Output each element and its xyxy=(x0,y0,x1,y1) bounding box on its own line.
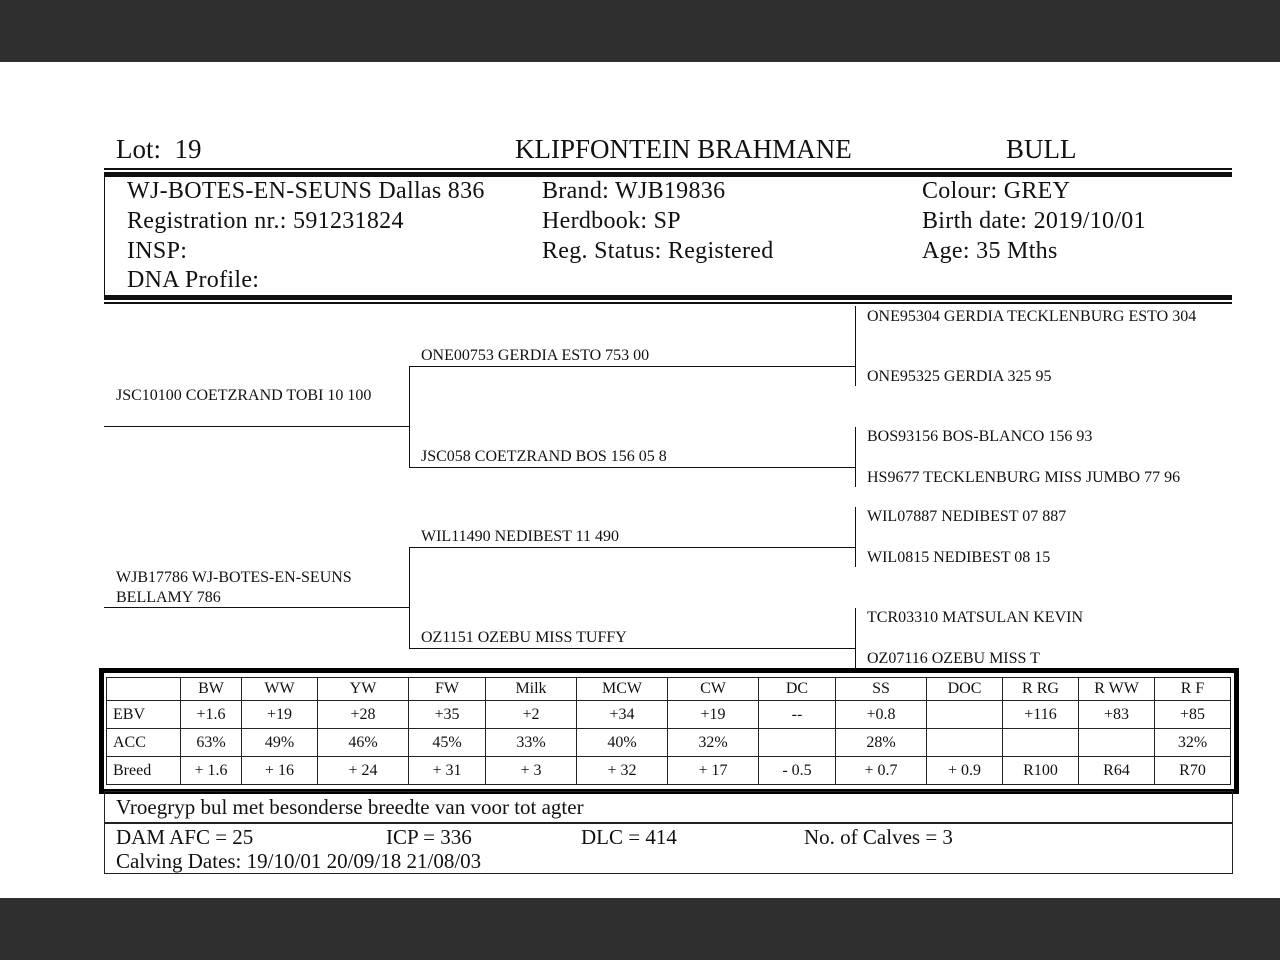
ebv-header-cell: CW xyxy=(668,678,759,701)
pedigree-dam-dam: OZ1151 OZEBU MISS TUFFY xyxy=(421,629,627,646)
ebv-header-cell xyxy=(107,678,181,701)
ebv-header-cell: R RG xyxy=(1003,678,1079,701)
icp: ICP = 336 xyxy=(386,825,472,849)
info-left-border xyxy=(104,176,105,298)
header-rule-thick xyxy=(104,172,1232,177)
age: Age: 35 Mths xyxy=(922,238,1058,264)
pedigree-ggp-6: WIL0815 NEDIBEST 08 15 xyxy=(867,549,1051,566)
info-rule-thin xyxy=(104,302,1232,304)
pedigree-ggp-7: TCR03310 MATSULAN KEVIN xyxy=(867,609,1083,626)
ebv-header-cell: YW xyxy=(318,678,409,701)
ebv-cell: +0.8 xyxy=(836,701,927,729)
acc-cell xyxy=(1079,729,1155,757)
ggp-bracket-3 xyxy=(855,507,856,567)
pedigree-ggp-2: ONE95325 GERDIA 325 95 xyxy=(867,368,1052,385)
dna-profile: DNA Profile: xyxy=(127,267,260,293)
acc-cell: 28% xyxy=(836,729,927,757)
breed-cell: R70 xyxy=(1155,757,1231,785)
insp: INSP: xyxy=(127,238,188,264)
dam-dam-line xyxy=(409,648,856,649)
pedigree-ggp-1: ONE95304 GERDIA TECKLENBURG ESTO 304 xyxy=(867,308,1197,325)
ebv-cell: +85 xyxy=(1155,701,1231,729)
acc-cell: 32% xyxy=(1155,729,1231,757)
ebv-header-cell: DOC xyxy=(927,678,1003,701)
breed-cell: R100 xyxy=(1003,757,1079,785)
acc-row-label: ACC xyxy=(107,729,181,757)
breed-cell: + 31 xyxy=(409,757,486,785)
ebv-table xyxy=(106,677,1231,785)
viewer-bottom-bar xyxy=(0,898,1280,960)
breed-cell: + 3 xyxy=(486,757,577,785)
breed-cell: + 1.6 xyxy=(181,757,242,785)
comment-text: Vroegryp bul met besonderse breedte van voor tot agter xyxy=(116,795,584,819)
dlc: DLC = 414 xyxy=(581,825,677,849)
ggp-bracket-4 xyxy=(855,608,856,668)
ggp-bracket-2 xyxy=(855,427,856,487)
pedigree-dam: WJB17786 WJ-BOTES-EN-SEUNS BELLAMY 786 xyxy=(116,569,352,606)
brand: Brand: WJB19836 xyxy=(542,178,726,204)
breeder-name: KLIPFONTEIN BRAHMANE xyxy=(515,134,852,164)
pedigree-sire-dam: JSC058 COETZRAND BOS 156 05 8 xyxy=(421,448,667,465)
pedigree-ggp-8: OZ07116 OZEBU MISS T xyxy=(867,650,1040,667)
breed-cell: + 17 xyxy=(668,757,759,785)
animal-name: WJ-BOTES-EN-SEUNS Dallas 836 xyxy=(127,178,485,204)
breed-cell: - 0.5 xyxy=(759,757,836,785)
ebv-header-cell: SS xyxy=(836,678,927,701)
ebv-header-row xyxy=(107,678,1231,701)
acc-cell: 46% xyxy=(318,729,409,757)
dam-sire-line xyxy=(409,547,856,548)
ebv-cell: +1.6 xyxy=(181,701,242,729)
ebv-header-cell: DC xyxy=(759,678,836,701)
ebv-header-cell: FW xyxy=(409,678,486,701)
pedigree-dam-sire: WIL11490 NEDIBEST 11 490 xyxy=(421,528,620,545)
lot-label: Lot: 19 xyxy=(116,134,202,164)
pedigree-sire-line xyxy=(104,426,410,427)
animal-sex: BULL xyxy=(1006,134,1077,164)
acc-cell: 32% xyxy=(668,729,759,757)
ebv-header-cell: BW xyxy=(181,678,242,701)
pedigree-ggp-3: BOS93156 BOS-BLANCO 156 93 xyxy=(867,428,1093,445)
calving-dates: Calving Dates: 19/10/01 20/09/18 21/08/03 xyxy=(116,849,482,873)
ebv-cell: -- xyxy=(759,701,836,729)
breed-cell: + 24 xyxy=(318,757,409,785)
reg-status: Reg. Status: Registered xyxy=(542,238,774,264)
comment-box xyxy=(104,791,1233,824)
herdbook: Herdbook: SP xyxy=(542,208,681,234)
acc-cell: 45% xyxy=(409,729,486,757)
birth-date: Birth date: 2019/10/01 xyxy=(922,208,1146,234)
viewer-top-bar xyxy=(0,0,1280,62)
ebv-cell: +19 xyxy=(668,701,759,729)
breed-cell: + 0.9 xyxy=(927,757,1003,785)
pedigree-ggp-4: HS9677 TECKLENBURG MISS JUMBO 77 96 xyxy=(867,469,1181,486)
ebv-header-cell: WW xyxy=(242,678,318,701)
acc-cell xyxy=(759,729,836,757)
sire-bracket xyxy=(409,366,410,468)
ebv-cell: +83 xyxy=(1079,701,1155,729)
dam-stats-box xyxy=(104,822,1233,874)
ebv-header-cell: MCW xyxy=(577,678,668,701)
breed-row-label: Breed xyxy=(107,757,181,785)
info-rule-thick xyxy=(104,295,1232,300)
ebv-row-label: EBV xyxy=(107,701,181,729)
pedigree-dam-line xyxy=(104,607,410,608)
no-of-calves: No. of Calves = 3 xyxy=(804,825,953,849)
dam-bracket xyxy=(409,547,410,649)
pedigree-sire-sire: ONE00753 GERDIA ESTO 753 00 xyxy=(421,347,650,364)
ebv-row xyxy=(107,701,1231,729)
breed-cell: + 32 xyxy=(577,757,668,785)
ebv-cell xyxy=(927,701,1003,729)
registration-number: Registration nr.: 591231824 xyxy=(127,208,404,234)
breed-row xyxy=(107,757,1231,785)
ebv-cell: +116 xyxy=(1003,701,1079,729)
dam-afc: DAM AFC = 25 xyxy=(116,825,254,849)
ebv-header-cell: Milk xyxy=(486,678,577,701)
acc-cell xyxy=(927,729,1003,757)
acc-cell: 63% xyxy=(181,729,242,757)
breed-cell: R64 xyxy=(1079,757,1155,785)
sire-dam-line xyxy=(409,467,856,468)
breed-cell: + 16 xyxy=(242,757,318,785)
breed-cell: + 0.7 xyxy=(836,757,927,785)
header-rule-thin xyxy=(104,168,1232,170)
ebv-cell: +34 xyxy=(577,701,668,729)
ggp-bracket-1 xyxy=(855,306,856,386)
pedigree-ggp-5: WIL07887 NEDIBEST 07 887 xyxy=(867,508,1067,525)
ebv-cell: +35 xyxy=(409,701,486,729)
acc-cell: 33% xyxy=(486,729,577,757)
ebv-cell: +19 xyxy=(242,701,318,729)
colour: Colour: GREY xyxy=(922,178,1071,204)
sire-sire-line xyxy=(409,366,856,367)
ebv-header-cell: R WW xyxy=(1079,678,1155,701)
acc-cell xyxy=(1003,729,1079,757)
ebv-cell: +2 xyxy=(486,701,577,729)
acc-cell: 49% xyxy=(242,729,318,757)
ebv-header-cell: R F xyxy=(1155,678,1231,701)
acc-cell: 40% xyxy=(577,729,668,757)
ebv-cell: +28 xyxy=(318,701,409,729)
pedigree-sire: JSC10100 COETZRAND TOBI 10 100 xyxy=(116,387,372,404)
lot-number: 19 xyxy=(174,134,202,164)
acc-row xyxy=(107,729,1231,757)
